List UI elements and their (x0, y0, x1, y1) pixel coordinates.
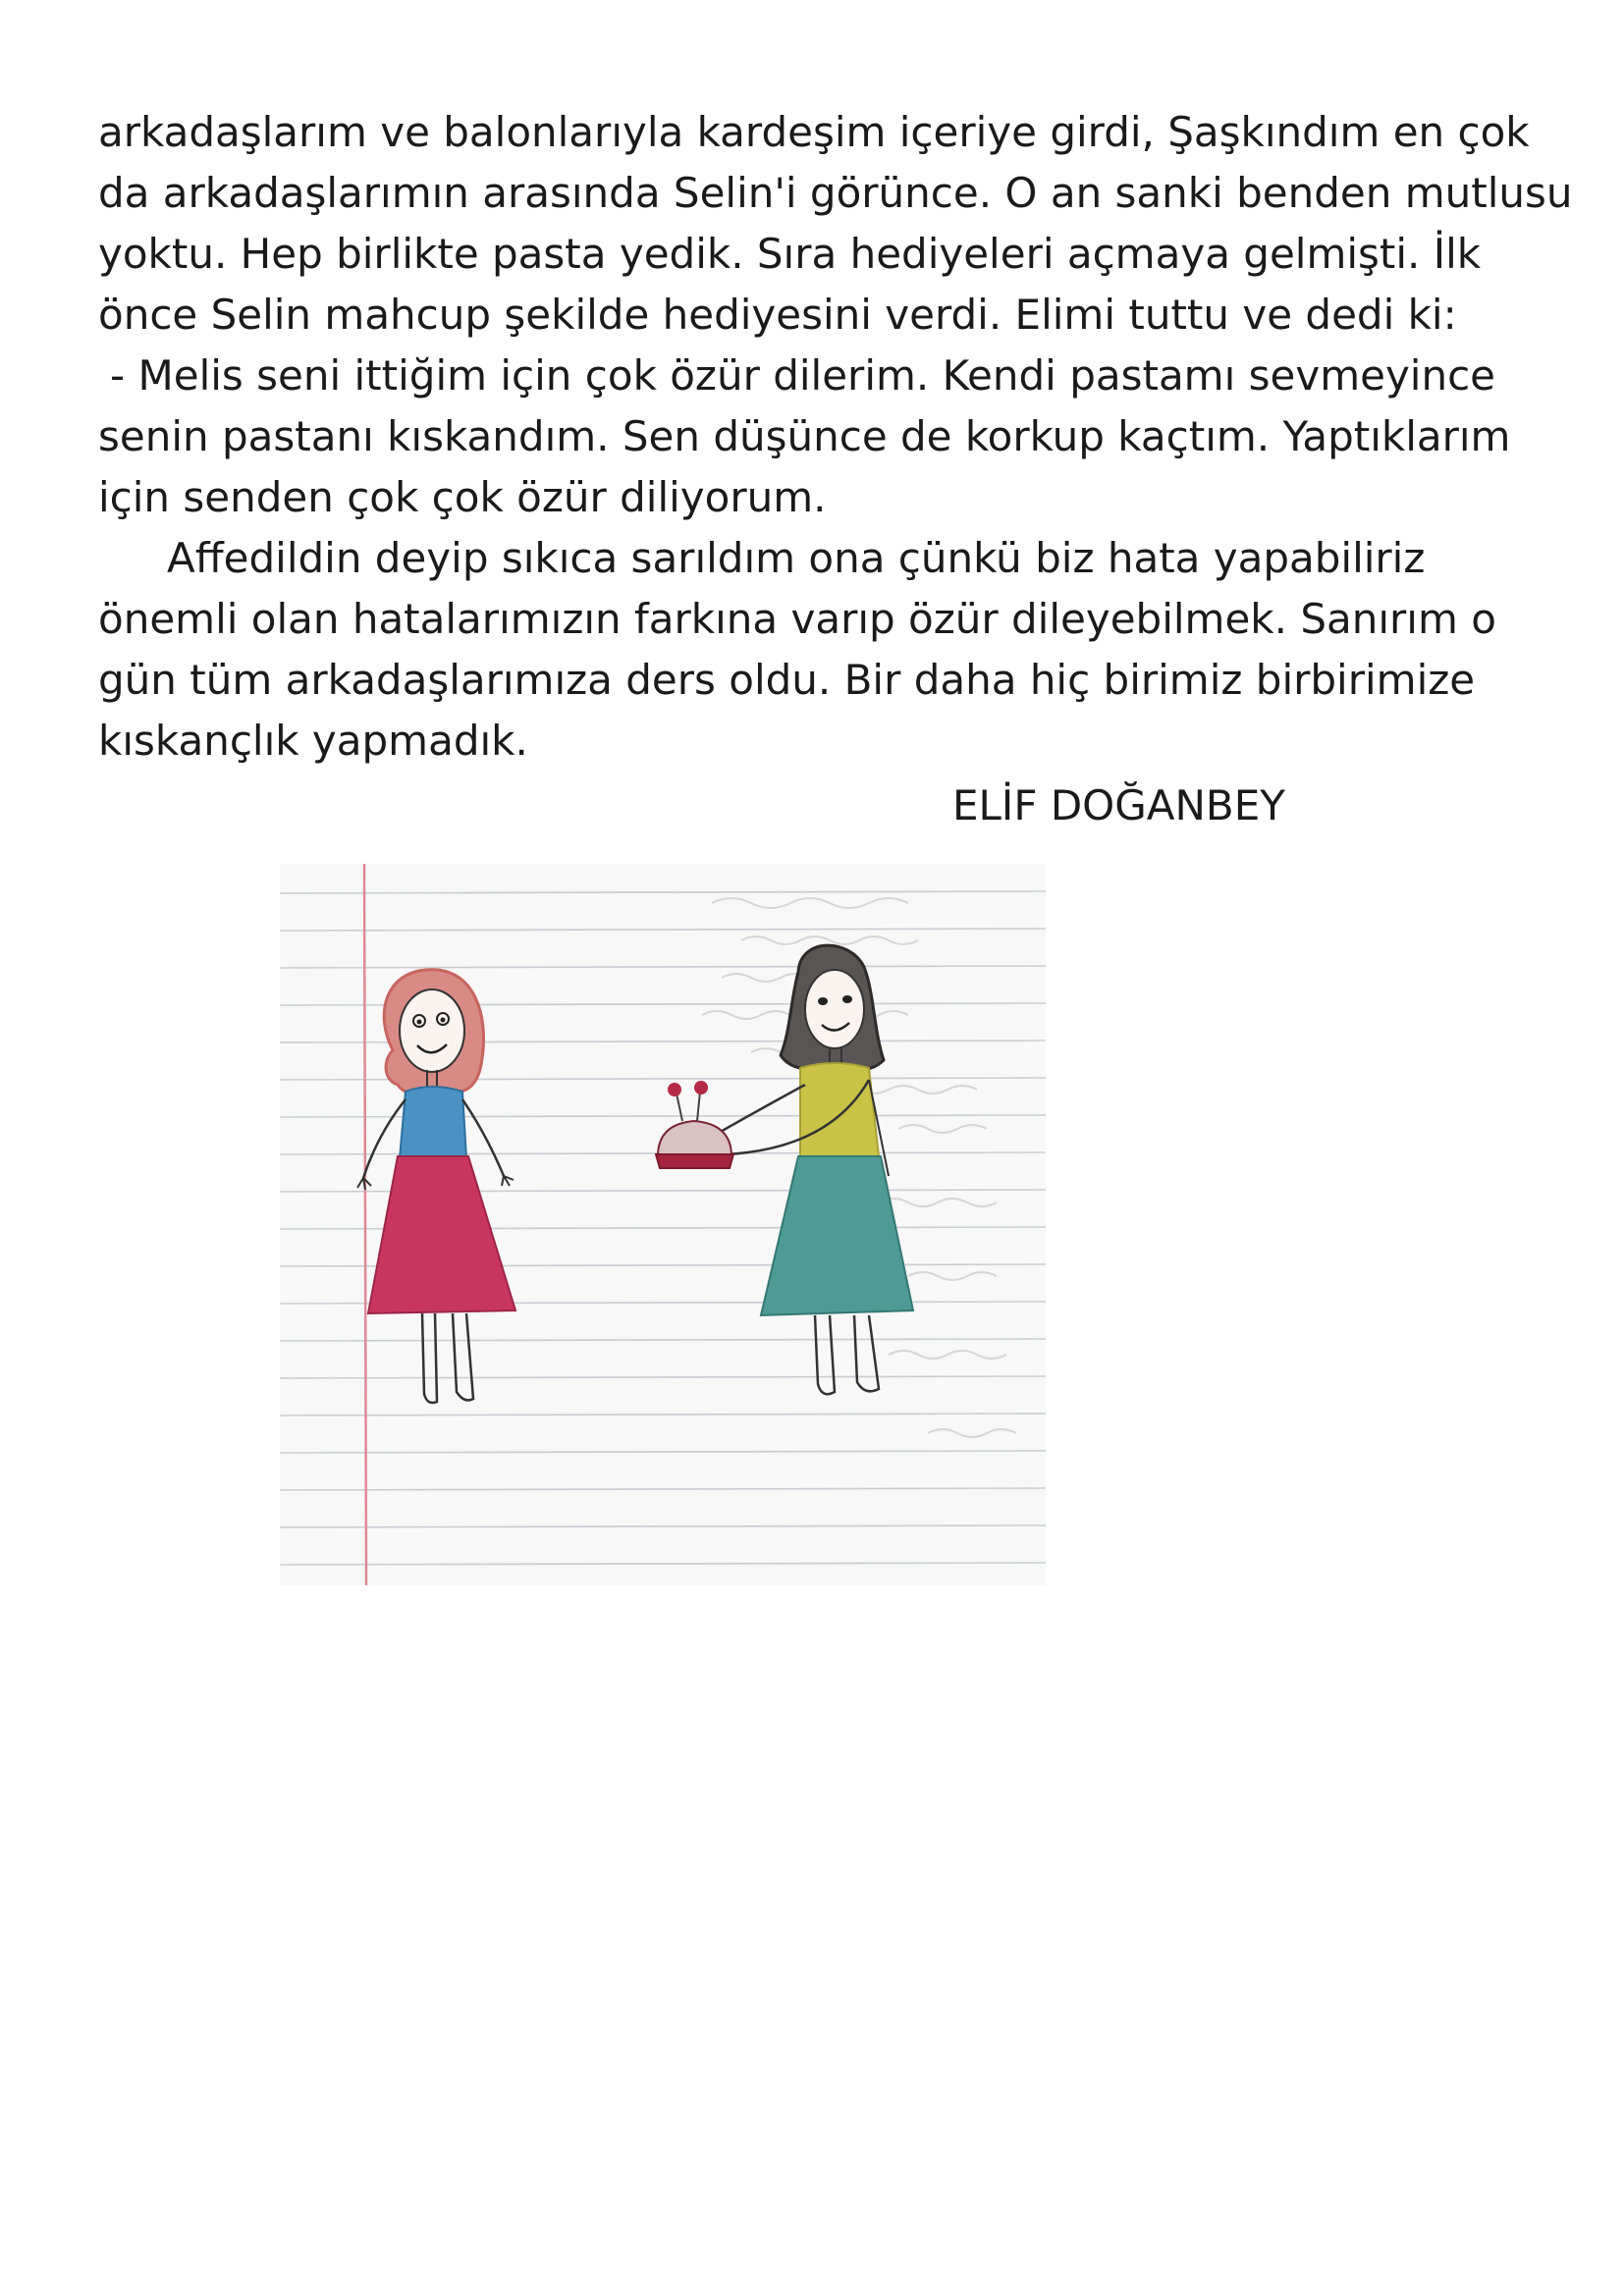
story-line: - Melis seni ittiğim için çok özür dilerim. Kendi pastamı sevmeyince (110, 351, 1496, 400)
child-drawing (280, 864, 1046, 1585)
yellow-shirt (800, 1063, 879, 1158)
story-text (98, 102, 1573, 772)
story-line: önce Selin mahcup şekilde hediyesini verdi. Elimi tuttu ve dedi ki: (98, 291, 1457, 339)
story-line: arkadaşlarım ve balonlarıyla kardeşim içeriye girdi, Şaşkındım en çok (98, 108, 1530, 156)
story-line: önemli olan hatalarımızın farkına varıp özür dileyebilmek. Sanırım o (98, 595, 1496, 643)
blue-shirt (400, 1087, 466, 1158)
author-name: ELİF DOĞANBEY (952, 781, 1285, 829)
face (400, 989, 464, 1072)
story-line: için senden çok çok özür diliyorum. (98, 473, 827, 521)
story-line: Affedildin deyip sıkıca sarıldım ona çünkü biz hata yapabiliriz (167, 534, 1426, 582)
story-line: da arkadaşlarımın arasında Selin'i görünce. O an sanki benden mutlusu (98, 169, 1573, 217)
face (805, 970, 864, 1048)
story-line: yoktu. Hep birlikte pasta yedik. Sıra hediyeleri açmaya gelmişti. İlk (98, 230, 1482, 278)
story-line: senin pastanı kıskandım. Sen düşünce de korkup kaçtım. Yaptıklarım (98, 412, 1511, 460)
story-line: kıskançlık yapmadık. (98, 717, 528, 765)
story-line: gün tüm arkadaşlarımıza ders oldu. Bir daha hiç birimiz birbirimize (98, 656, 1476, 704)
